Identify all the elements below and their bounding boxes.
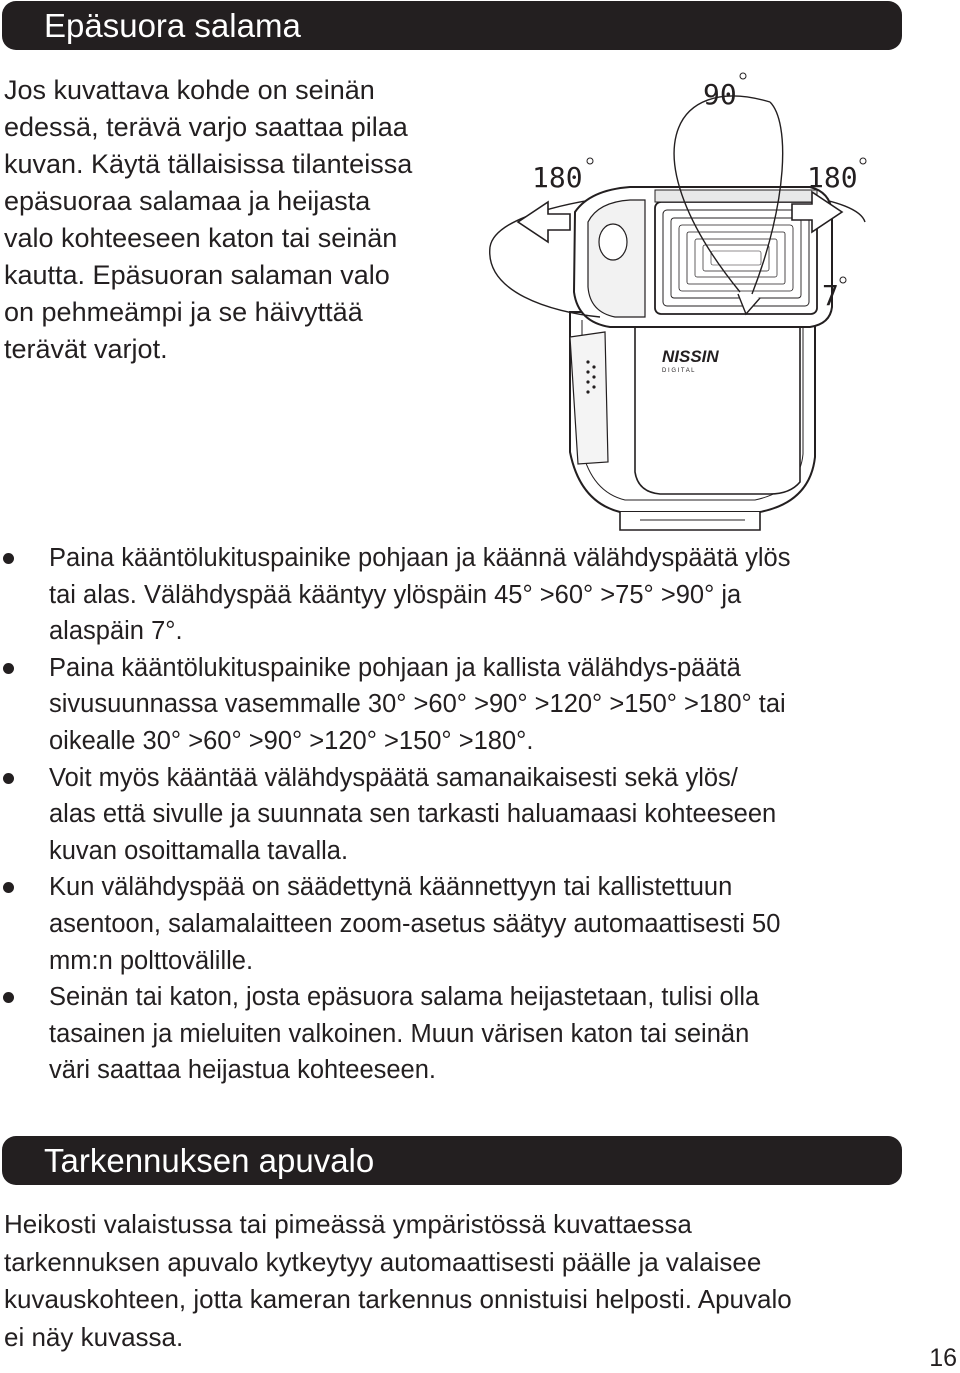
bullet-dot-icon	[3, 882, 14, 893]
list-item	[0, 979, 930, 1089]
rotate-left-arrow	[518, 202, 570, 242]
list-item	[0, 760, 930, 870]
af-line: Heikosti valaistussa tai pimeässä ympäristössä kuvattaessa	[4, 1209, 692, 1239]
intro-line: on pehmeämpi ja se häivyttää	[4, 297, 363, 327]
list-item-line: Voit myös kääntää välähdyspäätä samanaikaisesti sekä ylös/	[49, 763, 738, 792]
bullet-dot-icon	[3, 992, 14, 1003]
page-number: 16	[929, 1344, 957, 1372]
list-item-line: oikealle 30° >60° >90° >120° >150° >180°.	[49, 726, 534, 755]
section-title-af-assist: Tarkennuksen apuvalo	[2, 1136, 902, 1185]
head-pivot	[599, 224, 627, 260]
bullet-dot-icon	[3, 553, 14, 564]
degree-symbol	[840, 277, 846, 283]
degree-symbol	[740, 73, 746, 79]
af-line: tarkennuksen apuvalo kytkeytyy automaattisesti päälle ja valaisee	[4, 1246, 762, 1277]
list-item-line: väri saattaa heijastua kohteeseen.	[49, 1056, 437, 1085]
intro-paragraph	[4, 72, 464, 368]
list-item	[0, 650, 930, 760]
af-line: ei näy kuvassa.	[4, 1321, 184, 1352]
degree-symbol	[860, 158, 866, 164]
bullet-dot-icon	[3, 773, 14, 784]
angle-label-top: 90	[703, 78, 737, 111]
list-item-line: alaspäin 7°.	[49, 617, 183, 646]
hot-shoe-foot	[620, 512, 760, 530]
list-item	[0, 869, 930, 979]
af-line: kuvauskohteen, jotta kameran tarkennus onnistuisi helposti. Apuvalo	[4, 1284, 792, 1314]
list-item-line: kuvan osoittamalla tavalla.	[49, 836, 349, 865]
intro-line: valo kohteeseen katon tai seinän	[4, 223, 398, 253]
section-title-bounce-flash: Epäsuora salama	[2, 1, 902, 50]
bullet-dot-icon	[3, 663, 14, 674]
list-item-line: tai alas. Välähdyspää kääntyy ylöspäin 45° >60° >75° >90° ja	[49, 580, 742, 609]
list-item-line: sivusuunnassa vasemmalle 30° >60° >90° >120° >150° >180° tai	[49, 690, 786, 719]
list-item-line: asentoon, salamalaitteen zoom-asetus säätyy automaattisesti 50	[49, 909, 781, 938]
brand-logo: NISSIN	[662, 347, 719, 366]
brand-logo-sub: D I G I T A L	[662, 368, 695, 374]
intro-line: Jos kuvattava kohde on seinän	[4, 75, 375, 105]
intro-line: kautta. Epäsuoran salaman valo	[4, 260, 390, 290]
list-item-line: Kun välähdyspää on säädettynä käännettyyn tai kallistettuun	[49, 873, 733, 902]
af-assist-paragraph	[4, 1206, 904, 1356]
flash-head-illustration	[470, 62, 890, 532]
intro-line: epäsuoraa salamaa ja heijasta	[4, 186, 371, 216]
list-item-line: tasainen ja mieluiten valkoinen. Muun värisen katon tai seinän	[49, 1019, 750, 1048]
list-item-line: Paina kääntölukituspainike pohjaan ja käännä välähdyspäätä ylös	[49, 544, 791, 572]
bounce-bullet-list	[0, 540, 930, 1089]
angle-label-left: 180	[532, 161, 583, 194]
intro-line: edessä, terävä varjo saattaa pilaa	[4, 112, 408, 142]
list-item-line: mm:n polttovälille.	[49, 946, 254, 975]
degree-symbol	[587, 158, 593, 164]
list-item-line: Seinän tai katon, josta epäsuora salama heijastetaan, tulisi olla	[49, 983, 760, 1012]
angle-label-right: 180	[807, 161, 858, 194]
flash-unit-drawing	[470, 62, 890, 532]
list-item	[0, 540, 930, 650]
list-item-line: Paina kääntölukituspainike pohjaan ja kallista välähdys-päätä	[49, 653, 741, 682]
bounce-card	[655, 190, 817, 202]
intro-line: kuvan. Käytä tällaisissa tilanteissa	[4, 149, 413, 179]
list-item-line: alas että sivulle ja suunnata sen tarkasti haluamaasi kohteeseen	[49, 800, 777, 829]
angle-label-down: 7	[822, 279, 839, 312]
intro-line: terävät varjot.	[4, 334, 168, 364]
